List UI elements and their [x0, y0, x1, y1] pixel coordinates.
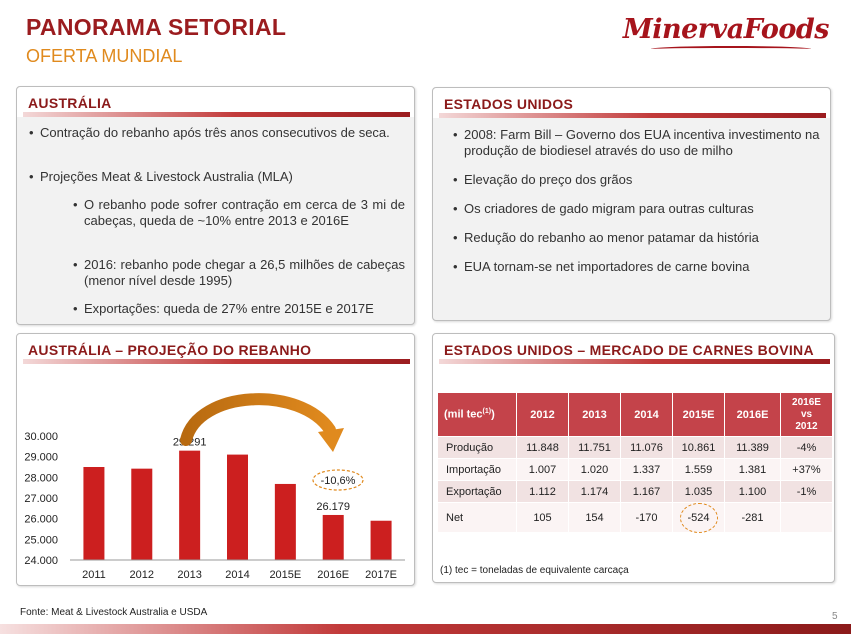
estados-unidos-panel-header [433, 88, 830, 118]
page-title: PANORAMA SETORIAL [26, 14, 287, 40]
bullet-dot: • [29, 125, 34, 140]
table-row: Produção 11.848 11.751 11.076 10.861 11.389 -4% [438, 437, 833, 459]
decline-annotation: -10,6% [320, 475, 356, 487]
bullet-dot: • [453, 127, 458, 142]
footer-accent-bar [0, 624, 851, 634]
page-number: 5 [832, 611, 838, 622]
heading-accent-bar [439, 359, 830, 364]
australia-sub-bullet-3: • Exportações: queda de 27% entre 2015E e 2017E [73, 301, 374, 316]
x-tick-label: 2012 [129, 569, 155, 581]
heading-accent-bar [439, 113, 826, 118]
bullet-dot: • [29, 169, 34, 184]
x-tick-label: 2017E [365, 569, 397, 581]
x-tick-label: 2016E [317, 569, 350, 581]
bullet-dot: • [73, 197, 78, 212]
australia-bullet-2: • Projeções Meat & Livestock Australia (MLA) [29, 169, 293, 184]
market-heading: ESTADOS UNIDOS – MERCADO DE CARNES BOVINA [444, 342, 814, 358]
y-tick-label: 30.000 [24, 431, 58, 443]
x-tick-label: 2014 [225, 569, 250, 581]
x-tick-label: 2015E [269, 569, 302, 581]
year-header: 2012 [517, 393, 569, 437]
year-header: 2013 [569, 393, 621, 437]
y-tick-label: 25.000 [24, 534, 58, 547]
data-label-2013: 29.291 [172, 436, 207, 449]
australia-panel-header [17, 87, 414, 117]
table-row: Exportação 1.112 1.174 1.167 1.035 1.100 -1% [438, 481, 833, 503]
chart-heading: AUSTRÁLIA – PROJEÇÃO DO REBANHO [28, 342, 312, 358]
logo-swoosh [651, 46, 811, 52]
bullet-dot: • [73, 301, 78, 316]
australia-sub-bullet-1: • O rebanho pode sofrer contração em cerca de 3 mi de cabeças, queda de ~10% entre 2013 e 2016E [73, 197, 405, 228]
table-row: Net 105 154 -170 -524 -281 [438, 503, 833, 533]
table-row: Importação 1.007 1.020 1.337 1.559 1.381 +37% [438, 459, 833, 481]
x-tick-label: 2013 [177, 569, 202, 581]
y-tick-label: 27.000 [24, 493, 58, 505]
eua-bullet-4: • Redução do rebanho ao menor patamar da história [453, 230, 759, 245]
market-panel-header [433, 334, 834, 364]
unit-header: (mil tec$^{(1)}$) [438, 393, 517, 437]
eua-bullet-3: • Os criadores de gado migram para outras culturas [453, 201, 754, 216]
bullet-dot: • [453, 230, 458, 245]
y-tick-label: 26.000 [24, 513, 58, 526]
y-tick-label: 24.000 [24, 555, 58, 567]
chart-panel [16, 333, 415, 586]
beef-market-table [437, 392, 833, 533]
year-header: 2016E [725, 393, 781, 437]
eua-bullet-5: • EUA tornam-se net importadores de carne bovina [453, 259, 750, 274]
table-header-row [438, 393, 833, 437]
bullet-dot: • [73, 257, 78, 272]
australia-bullet-1: • Contração do rebanho após três anos consecutivos de seca. [29, 125, 390, 140]
y-tick-label: 29.000 [24, 451, 58, 464]
highlight-circle [680, 503, 718, 533]
bullet-dot: • [453, 172, 458, 187]
bullet-dot: • [453, 201, 458, 216]
minerva-foods-logo: MinervaFoods [622, 14, 829, 45]
source-note: Fonte: Meat & Livestock Australia e USDA [20, 607, 208, 618]
eua-bullet-2: • Elevação do preço dos grãos [453, 172, 633, 187]
heading-accent-bar [23, 359, 410, 364]
estados-unidos-heading: ESTADOS UNIDOS [444, 96, 574, 112]
year-header: 2015E [673, 393, 725, 437]
australia-sub-bullet-2: • 2016: rebanho pode chegar a 26,5 milhões de cabeças (menor nível desde 1995) [73, 257, 405, 288]
net-2015e-highlight: -524 [673, 503, 725, 533]
chart-panel-header [17, 334, 414, 364]
australia-heading: AUSTRÁLIA [28, 95, 112, 111]
data-label-2016E: 26.179 [316, 500, 351, 513]
x-tick-label: 2011 [82, 569, 106, 581]
table-footnote: (1) tec = toneladas de equivalente carcaça [440, 565, 629, 576]
change-header: 2016E vs 2012 [781, 393, 833, 437]
australia-panel [16, 86, 415, 325]
bullet-dot: • [453, 259, 458, 274]
y-tick-label: 28.000 [24, 472, 58, 485]
heading-accent-bar [23, 112, 410, 117]
page-subtitle: OFERTA MUNDIAL [26, 46, 183, 66]
year-header: 2014 [621, 393, 673, 437]
estados-unidos-panel [432, 87, 831, 321]
eua-bullet-1: • 2008: Farm Bill – Governo dos EUA incentiva investimento na produção de biodiesel através do uso de milho [453, 127, 820, 158]
